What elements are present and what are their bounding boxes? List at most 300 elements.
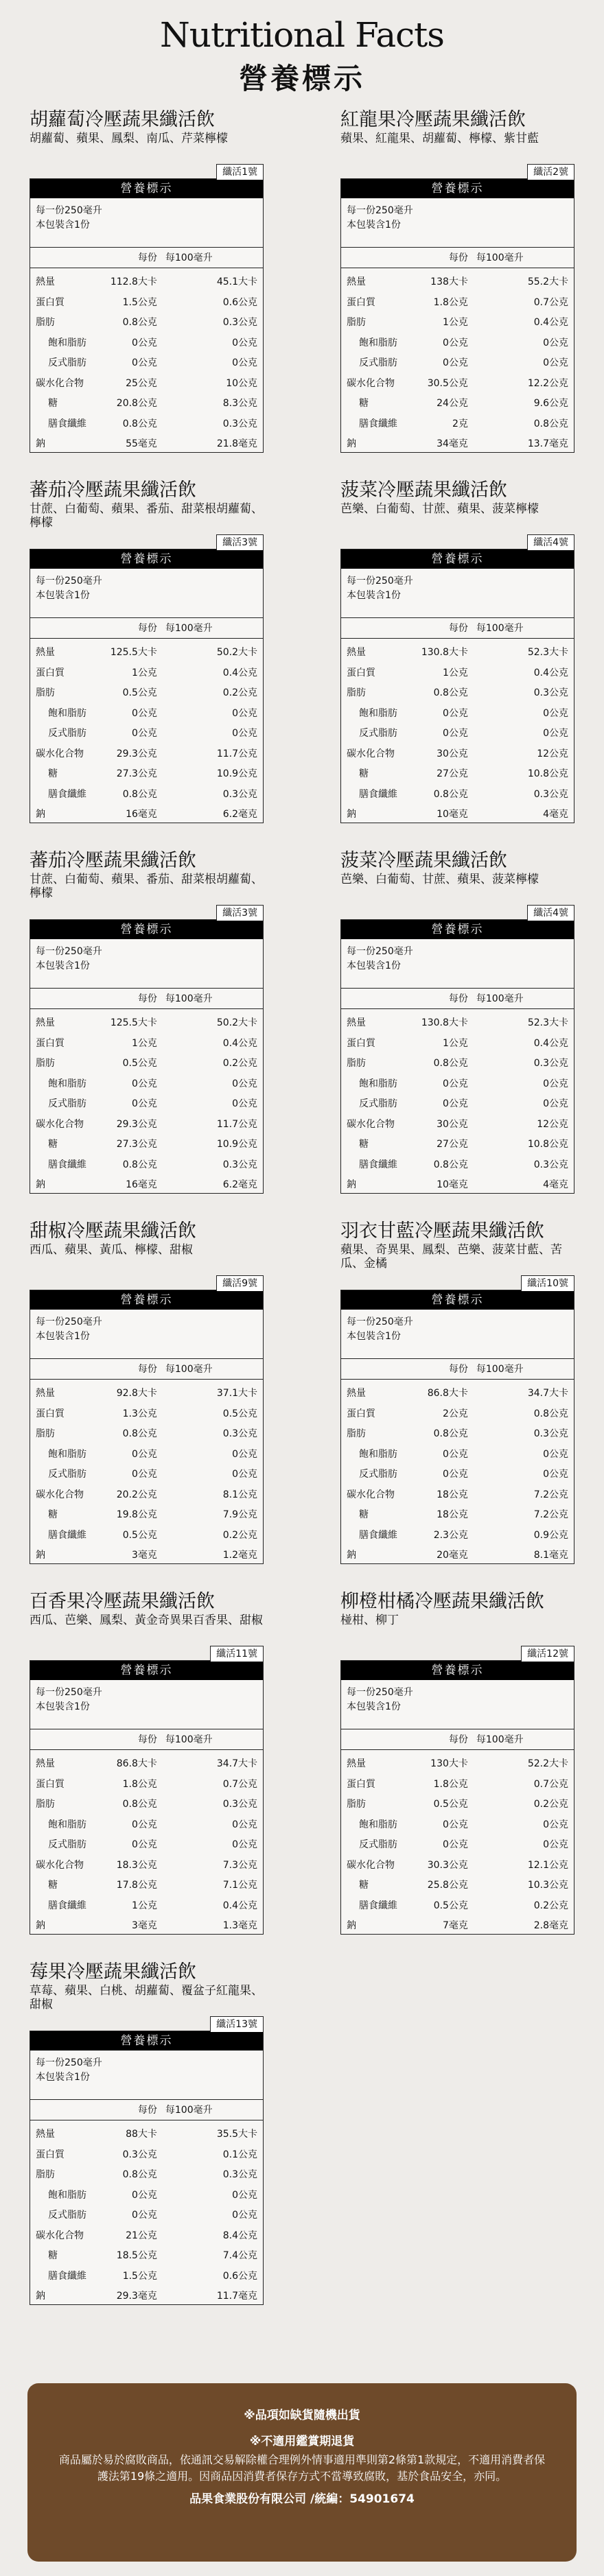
nutrient-label: 熱量 [36, 276, 55, 287]
nutrient-row [341, 1404, 574, 1425]
product-ingredients: 甘蔗、白葡萄、蘋果、番茄、甜菜根胡蘿蔔、檸檬 [30, 502, 263, 530]
nutrient-rows [30, 2120, 263, 2307]
nutrient-row [30, 643, 263, 663]
product-name: 胡蘿蔔冷壓蔬果纖活飲 [30, 109, 215, 130]
per-100ml-value: 52.2大卡 [527, 1758, 569, 1769]
nutrient-label: 碳水化合物 [347, 377, 395, 389]
nutrient-row [30, 724, 263, 744]
product-name: 百香果冷壓蔬果纖活飲 [30, 1591, 215, 1612]
nutrient-label: 蛋白質 [347, 1037, 375, 1049]
product-ingredients: 芭樂、白葡萄、甘蔗、蘋果、菠菜檸檬 [340, 873, 539, 886]
nutrient-label: 膳食纖維 [48, 418, 86, 429]
column-headers [30, 1359, 263, 1380]
nutrient-row [30, 2125, 263, 2145]
servings-per-pack: 本包裝含1份 [36, 2072, 90, 2083]
per-100ml-header: 每100毫升 [165, 2105, 213, 2116]
nutrient-label: 鈉 [36, 1550, 45, 1561]
nutrient-label: 鈉 [347, 809, 356, 820]
nutrient-row [341, 1775, 574, 1795]
nutrient-row [341, 293, 574, 314]
per-100ml-value: 9.6公克 [533, 398, 569, 409]
servings-per-pack: 本包裝含1份 [36, 1331, 90, 1342]
size-tag: 纖活9號 [216, 1275, 264, 1291]
nutrient-label: 蛋白質 [347, 1778, 375, 1790]
nutrient-row [341, 1013, 574, 1034]
per-100ml-value: 8.1公克 [222, 1489, 258, 1500]
product-card [30, 1962, 264, 2332]
per-100ml-value: 7.2公克 [533, 1509, 569, 1520]
nutrient-row [30, 1485, 263, 1506]
per-100ml-value: 0.2公克 [222, 687, 258, 698]
nutrient-row [341, 1485, 574, 1506]
per-serving-value: 0公克 [443, 707, 468, 719]
nutrient-row [30, 1175, 263, 1196]
per-serving-value: 18公克 [437, 1509, 468, 1520]
nutrient-label: 熱量 [36, 1388, 55, 1399]
nutrient-rows [341, 1009, 574, 1196]
per-100ml-value: 0.2公克 [222, 1529, 258, 1541]
nutrient-row [341, 1795, 574, 1815]
per-serving-value: 1公克 [442, 667, 468, 678]
nutrient-label: 糖 [48, 2250, 58, 2261]
nutrient-label: 飽和脂肪 [359, 707, 397, 719]
column-headers [341, 248, 574, 268]
nutrient-label: 脂肪 [36, 317, 55, 328]
serving-info [341, 198, 574, 248]
nutrient-rows [30, 1009, 263, 1196]
per-100ml-header: 每100毫升 [165, 1734, 213, 1745]
per-serving-value: 29.3公克 [116, 748, 157, 759]
per-serving-value: 88大卡 [126, 2129, 157, 2140]
nutrient-label: 糖 [359, 1880, 369, 1891]
serving-size: 每一份250毫升 [347, 946, 413, 957]
per-100ml-value: 0.7公克 [533, 296, 569, 308]
return-note: ※不適用鑑賞期退貨 [249, 2435, 355, 2448]
nutrient-row [30, 434, 263, 455]
per-serving-value: 0.5公克 [122, 1529, 157, 1541]
per-serving-value: 0公克 [443, 1819, 468, 1830]
per-100ml-value: 0.3公克 [222, 1159, 258, 1170]
nutrient-row [30, 313, 263, 333]
per-100ml-value: 11.7公克 [216, 748, 258, 759]
per-serving-value: 0公克 [132, 1839, 157, 1850]
per-serving-value: 86.8大卡 [116, 1758, 157, 1769]
per-serving-value: 2.3公克 [433, 1529, 468, 1541]
per-100ml-value: 0.3公克 [222, 418, 258, 429]
per-serving-value: 1公克 [131, 1037, 157, 1049]
per-serving-value: 0.5公克 [122, 687, 157, 698]
nutrient-label: 飽和脂肪 [359, 1819, 397, 1830]
nutrient-label: 糖 [48, 1509, 58, 1520]
panel-title: 營養標示 [30, 2031, 263, 2051]
nutrient-label: 脂肪 [36, 1799, 55, 1810]
per-serving-value: 125.5大卡 [110, 1017, 157, 1028]
nutrient-label: 反式脂肪 [48, 728, 86, 739]
per-serving-value: 0公克 [132, 2210, 157, 2221]
per-100ml-value: 0.3公克 [533, 687, 569, 698]
per-serving-value: 20.8公克 [116, 398, 157, 409]
per-serving-value: 1.8公克 [433, 1778, 468, 1790]
nutrient-row [30, 293, 263, 314]
per-serving-value: 0公克 [132, 1098, 157, 1109]
per-100ml-value: 0公克 [543, 337, 569, 348]
nutrient-row [341, 1856, 574, 1876]
per-100ml-value: 0公克 [232, 1078, 258, 1089]
product-card [30, 110, 264, 480]
per-100ml-value: 0.7公克 [222, 1778, 258, 1790]
per-serving-value: 2克 [452, 418, 468, 429]
nutrient-row [341, 1505, 574, 1526]
per-100ml-value: 0.4公克 [533, 1037, 569, 1049]
nutrient-label: 飽和脂肪 [48, 707, 86, 719]
per-100ml-value: 10.9公克 [216, 1139, 258, 1150]
per-100ml-value: 0公克 [232, 357, 258, 368]
nutrient-label: 鈉 [36, 1179, 45, 1190]
nutrient-row [341, 1074, 574, 1095]
nutrient-label: 飽和脂肪 [48, 1448, 86, 1460]
nutrient-rows [341, 268, 574, 455]
per-100ml-value: 0.1公克 [222, 2149, 258, 2160]
product-name: 紅龍果冷壓蔬果纖活飲 [340, 109, 526, 130]
product-name: 菠菜冷壓蔬果纖活飲 [340, 850, 507, 871]
product-name: 柳橙柑橘冷壓蔬果纖活飲 [340, 1591, 544, 1612]
nutrient-label: 碳水化合物 [347, 748, 395, 759]
per-100ml-value: 7.1公克 [222, 1880, 258, 1891]
per-100ml-value: 0公克 [232, 2189, 258, 2201]
per-100ml-value: 0公克 [543, 728, 569, 739]
per-serving-value: 0公克 [443, 1469, 468, 1480]
nutrient-row [30, 1135, 263, 1155]
nutrient-row [341, 394, 574, 414]
nutrient-row [341, 1526, 574, 1546]
nutrient-label: 膳食纖維 [359, 1529, 397, 1541]
nutrient-label: 碳水化合物 [347, 1118, 395, 1130]
per-100ml-header: 每100毫升 [476, 1734, 524, 1745]
serving-info [30, 569, 263, 618]
stock-note: ※品項如缺貨隨機出貨 [244, 2409, 360, 2422]
per-serving-header: 每份 [448, 1734, 468, 1745]
nutrient-label: 反式脂肪 [48, 357, 86, 368]
nutrient-label: 熱量 [347, 647, 366, 658]
serving-size: 每一份250毫升 [36, 946, 102, 957]
nutrient-row [341, 1094, 574, 1115]
per-100ml-value: 0公克 [232, 1098, 258, 1109]
per-serving-value: 10毫克 [437, 809, 468, 820]
nutrient-label: 蛋白質 [36, 1408, 65, 1419]
nutrient-label: 膳食纖維 [48, 1529, 86, 1541]
servings-per-pack: 本包裝含1份 [347, 1331, 401, 1342]
per-serving-value: 29.3公克 [116, 1118, 157, 1130]
per-100ml-value: 0.8公克 [533, 418, 569, 429]
per-serving-value: 1公克 [132, 1900, 157, 1911]
per-100ml-value: 0.3公克 [222, 317, 258, 328]
serving-size: 每一份250毫升 [36, 2057, 102, 2068]
product-name: 甜椒冷壓蔬果纖活飲 [30, 1220, 196, 1242]
nutrition-panel [340, 167, 574, 453]
nutrient-label: 飽和脂肪 [48, 2189, 86, 2201]
per-serving-header: 每份 [448, 993, 468, 1004]
per-serving-value: 30.3公克 [427, 1859, 468, 1871]
nutrient-row [341, 1916, 574, 1937]
serving-size: 每一份250毫升 [347, 576, 413, 587]
nutrient-label: 反式脂肪 [359, 1839, 397, 1850]
per-100ml-value: 11.7毫克 [216, 2291, 258, 2302]
nutrient-row [341, 313, 574, 333]
nutrient-row [341, 1424, 574, 1445]
nutrient-row [30, 1404, 263, 1425]
product-card [340, 1592, 574, 1962]
per-100ml-value: 1.3毫克 [222, 1920, 258, 1931]
per-serving-value: 0公克 [132, 2189, 157, 2201]
per-serving-value: 0公克 [132, 337, 157, 348]
nutrient-rows [341, 1380, 574, 1566]
per-100ml-value: 0公克 [543, 707, 569, 719]
nutrient-row [30, 1094, 263, 1115]
per-100ml-value: 52.3大卡 [527, 1017, 569, 1028]
per-100ml-value: 50.2大卡 [216, 647, 258, 658]
per-100ml-value: 0.3公克 [533, 1159, 569, 1170]
panel-title: 營養標示 [30, 1661, 263, 1680]
per-serving-value: 27公克 [437, 768, 468, 779]
nutrient-label: 糖 [48, 1880, 58, 1891]
per-100ml-value: 0.9公克 [533, 1529, 569, 1541]
per-serving-value: 30公克 [437, 748, 468, 759]
company-info: 品果食業股份有限公司 /統編：54901674 [189, 2492, 415, 2506]
nutrient-label: 脂肪 [347, 1428, 366, 1439]
nutrient-rows [30, 1750, 263, 1937]
per-serving-value: 1.8公克 [122, 1778, 157, 1790]
nutrition-panel [340, 1649, 574, 1935]
serving-info [30, 1680, 263, 1729]
product-card [340, 851, 574, 1221]
nutrient-row [341, 333, 574, 354]
nutrient-row [30, 683, 263, 704]
per-100ml-value: 52.3大卡 [527, 647, 569, 658]
product-card [340, 1221, 574, 1592]
nutrient-row [30, 2186, 263, 2206]
serving-info [341, 939, 574, 989]
product-ingredients: 西瓜、芭樂、鳳梨、黃金奇異果百香果、甜椒 [30, 1614, 263, 1627]
nutrient-label: 膳食纖維 [48, 1900, 86, 1911]
column-headers [30, 248, 263, 268]
nutrient-label: 膳食纖維 [359, 788, 397, 800]
per-100ml-value: 12公克 [537, 1118, 569, 1130]
nutrient-label: 熱量 [36, 1017, 55, 1028]
product-name: 莓果冷壓蔬果纖活飲 [30, 1961, 196, 1983]
per-serving-value: 138大卡 [430, 276, 468, 287]
nutrition-panel [340, 908, 574, 1194]
product-ingredients: 草莓、蘋果、白桃、胡蘿蔔、覆盆子紅龍果、甜椒 [30, 1984, 263, 2011]
per-serving-value: 0公克 [443, 1078, 468, 1089]
nutrient-row [30, 744, 263, 765]
per-serving-value: 10毫克 [437, 1179, 468, 1190]
nutrient-row [341, 374, 574, 394]
nutrient-label: 熱量 [347, 276, 366, 287]
per-100ml-value: 10.3公克 [527, 1880, 569, 1891]
product-ingredients: 甘蔗、白葡萄、蘋果、番茄、甜菜根胡蘿蔔、檸檬 [30, 873, 263, 900]
nutrient-label: 熱量 [36, 2129, 55, 2140]
serving-size: 每一份250毫升 [36, 576, 102, 587]
nutrient-row [341, 1115, 574, 1135]
nutrient-label: 蛋白質 [347, 296, 375, 308]
nutrient-label: 糖 [48, 1139, 58, 1150]
per-serving-value: 16毫克 [126, 809, 157, 820]
per-100ml-header: 每100毫升 [476, 1364, 524, 1375]
nutrient-label: 飽和脂肪 [48, 1819, 86, 1830]
per-serving-value: 0.8公克 [122, 1799, 157, 1810]
nutrient-row [30, 1526, 263, 1546]
per-100ml-value: 0.3公克 [533, 1058, 569, 1069]
nutrient-row [341, 704, 574, 724]
nutrient-row [341, 1135, 574, 1155]
nutrient-row [341, 1896, 574, 1917]
per-serving-value: 0.8公克 [433, 1058, 468, 1069]
nutrient-row [341, 1155, 574, 1176]
nutrient-label: 糖 [359, 1509, 369, 1520]
nutrient-label: 鈉 [36, 2291, 45, 2302]
nutrient-label: 糖 [359, 768, 369, 779]
per-100ml-value: 45.1大卡 [216, 276, 258, 287]
per-100ml-header: 每100毫升 [165, 252, 213, 263]
nutrient-row [30, 1546, 263, 1566]
serving-info [341, 569, 574, 618]
nutrient-label: 碳水化合物 [36, 377, 84, 389]
panel-title: 營養標示 [341, 1290, 574, 1310]
servings-per-pack: 本包裝含1份 [36, 220, 90, 231]
product-card [340, 480, 574, 851]
size-tag: 纖活3號 [216, 905, 264, 921]
per-100ml-header: 每100毫升 [165, 623, 213, 634]
per-100ml-value: 2.8毫克 [533, 1920, 569, 1931]
nutrient-label: 反式脂肪 [359, 357, 397, 368]
nutrient-row [30, 272, 263, 293]
nutrient-row [341, 805, 574, 825]
per-serving-value: 1.5公克 [122, 2270, 157, 2282]
nutrient-label: 蛋白質 [36, 667, 65, 678]
per-serving-value: 27公克 [437, 1139, 468, 1150]
per-serving-header: 每份 [448, 623, 468, 634]
size-tag: 纖活3號 [216, 534, 264, 550]
nutrient-label: 膳食纖維 [48, 1159, 86, 1170]
per-100ml-value: 0公克 [232, 728, 258, 739]
product-name: 羽衣甘藍冷壓蔬果纖活飲 [340, 1220, 544, 1242]
per-100ml-value: 34.7大卡 [527, 1388, 569, 1399]
nutrient-rows [341, 1750, 574, 1937]
per-100ml-value: 0.8公克 [533, 1408, 569, 1419]
per-100ml-value: 21.8毫克 [216, 438, 258, 449]
nutrient-label: 蛋白質 [36, 2149, 65, 2160]
per-100ml-value: 7.4公克 [222, 2250, 258, 2261]
nutrient-row [30, 805, 263, 825]
per-100ml-value: 7.2公克 [533, 1489, 569, 1500]
per-serving-value: 18.5公克 [116, 2250, 157, 2261]
nutrient-label: 蛋白質 [347, 1408, 375, 1419]
per-100ml-value: 12.2公克 [527, 377, 569, 389]
per-100ml-value: 0.3公克 [222, 2169, 258, 2180]
nutrient-label: 糖 [48, 398, 58, 409]
servings-per-pack: 本包裝含1份 [347, 1701, 401, 1712]
per-100ml-value: 6.2毫克 [222, 809, 258, 820]
per-serving-value: 27.3公克 [116, 768, 157, 779]
nutrient-label: 脂肪 [36, 2169, 55, 2180]
per-serving-value: 25.8公克 [427, 1880, 468, 1891]
nutrient-row [341, 1034, 574, 1054]
per-100ml-value: 11.7公克 [216, 1118, 258, 1130]
nutrient-label: 蛋白質 [36, 1778, 65, 1790]
serving-size: 每一份250毫升 [347, 205, 413, 216]
legal-text: 商品屬於易於腐敗商品，依通訊交易解除權合理例外情事適用準則第2條第1款規定，不適用消費者保護法第19條之適用。因商品因消費者保存方式不當導致腐敗，基於食品安全，亦同。 [58, 2453, 546, 2483]
per-serving-value: 0.3公克 [122, 2149, 157, 2160]
per-100ml-value: 0.3公克 [222, 1428, 258, 1439]
per-serving-value: 125.5大卡 [110, 647, 157, 658]
nutrient-row [341, 724, 574, 744]
per-100ml-value: 0公克 [543, 357, 569, 368]
nutrient-row [30, 2287, 263, 2307]
nutrient-row [30, 1074, 263, 1095]
nutrient-row [30, 2226, 263, 2247]
column-headers [341, 1729, 574, 1750]
per-serving-value: 0公克 [132, 357, 157, 368]
nutrient-row [30, 1424, 263, 1445]
nutrient-label: 飽和脂肪 [48, 337, 86, 348]
per-100ml-value: 0公克 [543, 1448, 569, 1460]
serving-info [30, 939, 263, 989]
nutrient-label: 反式脂肪 [359, 1469, 397, 1480]
nutrient-row [30, 1505, 263, 1526]
nutrient-row [30, 394, 263, 414]
nutrient-row [341, 414, 574, 435]
per-100ml-value: 0公克 [543, 1098, 569, 1109]
nutrient-label: 脂肪 [347, 687, 366, 698]
per-100ml-value: 10.9公克 [216, 768, 258, 779]
per-100ml-value: 4毫克 [543, 1179, 569, 1190]
nutrient-row [341, 785, 574, 805]
size-tag: 纖活4號 [527, 905, 574, 921]
per-serving-value: 7毫克 [442, 1920, 468, 1931]
panel-title: 營養標示 [30, 1290, 263, 1310]
per-100ml-value: 0.3公克 [533, 788, 569, 800]
nutrient-label: 膳食纖維 [359, 1159, 397, 1170]
panel-title: 營養標示 [30, 550, 263, 569]
product-ingredients: 蘋果、紅龍果、胡蘿蔔、檸檬、紫甘藍 [340, 132, 539, 145]
per-100ml-value: 0.5公克 [222, 1408, 258, 1419]
per-serving-value: 1公克 [442, 317, 468, 328]
serving-info [341, 1680, 574, 1729]
nutrient-label: 反式脂肪 [48, 2210, 86, 2221]
page-header [0, 0, 604, 110]
nutrient-label: 飽和脂肪 [359, 337, 397, 348]
per-serving-header: 每份 [448, 1364, 468, 1375]
nutrient-label: 碳水化合物 [36, 1859, 84, 1871]
per-serving-value: 0公克 [132, 1448, 157, 1460]
per-100ml-value: 0.3公克 [533, 1428, 569, 1439]
nutrient-row [341, 643, 574, 663]
column-headers [341, 989, 574, 1009]
nutrient-label: 碳水化合物 [36, 1118, 84, 1130]
per-100ml-value: 0.4公克 [533, 317, 569, 328]
serving-info [30, 1310, 263, 1359]
title-english: Nutritional Facts [160, 15, 444, 55]
column-headers [341, 618, 574, 639]
per-100ml-value: 7.3公克 [222, 1859, 258, 1871]
nutrient-label: 反式脂肪 [48, 1469, 86, 1480]
nutrient-row [30, 1795, 263, 1815]
nutrition-panel [340, 1278, 574, 1564]
per-100ml-value: 7.9公克 [222, 1509, 258, 1520]
nutrient-label: 蛋白質 [36, 1037, 65, 1049]
per-serving-value: 0.8公克 [433, 1428, 468, 1439]
nutrient-row [30, 1916, 263, 1937]
